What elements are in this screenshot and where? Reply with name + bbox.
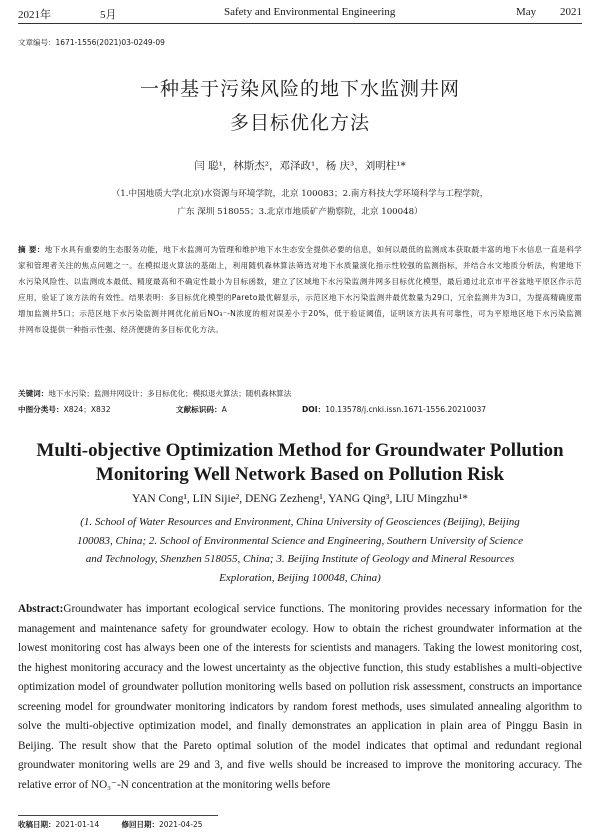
en-affiliation-line-2: 100083, China; 2. School of Environmental Science and Engineering, Southern University of Science: [77, 534, 523, 547]
cn-doi-label: DOI：: [302, 405, 326, 414]
en-affiliation-line-1: (1. School of Water Resources and Environment, China University of Geosciences (Beijing), Beijing: [80, 516, 520, 528]
en-affiliation-line-4: Exploration, Beijing 100048, China): [219, 571, 381, 584]
en-abstract: [18, 600, 582, 795]
en-title-line-1: Multi-objective Optimization Method for Groundwater Pollution: [36, 440, 564, 461]
en-title-line-2: Monitoring Well Network Based on Pollution Risk: [95, 464, 505, 485]
cn-title-line-1: 一种基于污染风险的地下水监测井网: [139, 78, 460, 100]
cn-doc-code: [176, 404, 227, 415]
running-header: [18, 6, 582, 22]
header-month: 5月: [100, 9, 117, 21]
received-label: 收稿日期：: [18, 820, 56, 829]
header-divider: [18, 23, 582, 24]
cn-abstract-label: 摘 要：: [18, 245, 45, 254]
cn-clc-value: X824；X832: [63, 405, 111, 414]
cn-abstract-text: 地下水具有重要的生态服务功能，地下水监测可为管理和维护地下水生态安全提供必要的信息，如何以最低的监测成本获取最丰富的地下水信息一直是科学家和管理者关注的焦点问题之一。在模拟退火算法的基础上，利用随机森林算法筛选对地下水质量演化指示性较强的监测指标，并结合水文地质分析法，构建地下水污染风险性、以监测成本最低、精度最高和不确定性最小为目标函数，建立了区域地下水污染监测井网多目标优化模型，最后通过北京市平谷盆地平原区作示范应用，验证了该方法的有效性。结果表明：多目标优化模型的Pareto最优解显示，示范区地下水污染监测井最优数量为29口，冗余监测井为3口，为提高精确度需增加监测井5口；示范区地下水污染监测井网优化前后NO₃⁻-N浓度的相对误差小于20%，低于验证阈值，证明该方法具有可靠性，可为平原地区地下水污染监测井网布设提供一种指示性强、经济便捷的多目标优化方法。: [18, 245, 582, 334]
cn-keywords: [18, 388, 291, 399]
footnote: [18, 819, 223, 830]
cn-affiliation-line-1: （1.中国地质大学(北京)水资源与环境学院，北京 100083；2.南方科技大学环境科学与工程学院，: [111, 189, 489, 199]
cn-title-line-2: 多目标优化方法: [229, 112, 370, 134]
header-year-en: 2021: [560, 6, 582, 18]
en-abstract-label: Abstract:: [18, 603, 64, 615]
cn-authors: 闫 聪¹，林斯杰²，邓泽政¹，杨 庆³，刘明柱¹*: [194, 160, 406, 172]
header-month-en: May: [516, 6, 537, 18]
en-authors: YAN Cong¹, LIN Sijie², DENG Zezheng¹, YANG Qing³, LIU Mingzhu¹*: [132, 493, 468, 505]
cn-keywords-text: 地下水污染；监测井网设计；多目标优化；模拟退火算法；随机森林算法: [48, 389, 292, 398]
footnote-divider: [18, 815, 218, 816]
header-journal: Safety and Environmental Engineering: [224, 6, 396, 18]
cn-doc-label: 文献标识码：: [176, 405, 222, 414]
cn-affiliation-line-2: 广东 深圳 518055；3.北京市地质矿产勘察院，北京 100048）: [177, 207, 423, 217]
cn-doi-value: 10.13578/j.cnki.issn.1671-1556.20210037: [325, 405, 487, 414]
en-affiliation-line-3: and Technology, Shenzhen 518055, China; 3. Beijing Institute of Geology and Mineral Resources: [85, 553, 515, 565]
cn-doi: [302, 404, 486, 415]
cn-abstract: [18, 242, 582, 338]
cn-doc-value: A: [221, 405, 227, 414]
cn-keywords-label: 关键词：: [18, 389, 49, 398]
cn-clc: [18, 404, 111, 415]
revised-label: 修回日期：: [121, 820, 159, 829]
article-number: 文章编号：1671-1556(2021)03-0249-09: [18, 38, 165, 47]
en-abstract-text: Groundwater has important ecological service functions. The monitoring provides necessary information for the management and maintenance safety for groundwater ecology. How to obtain the richest groundwater information at the lowest monitoring cost has always been one of the interests for scientists and managers. Taking the lowest monitoring cost, the highest monitoring accuracy and the lowest uncertainty as the objective function, this study establishes a multi-objective optimization model of groundwater pollution monitoring wells based on pollution risk assessment, constructs an importance screening model for groundwater monitoring indicators by random forest methods, uses simulated annealing algorithm to solve the multi-objective optimization model, and finally demonstrates an application in plain area of Pinggu Basin in Beijing. The result show that the Pareto optimal solution of the model indicates that optimal and redundant regional groundwater monitoring wells are 29 and 3, and five wells should be increased to improve the monitoring accuracy. The relative error of NO₃⁻-N concentration at the monitoring wells before: [18, 603, 582, 791]
cn-clc-label: 中图分类号：: [18, 405, 64, 414]
received-date: 2021-01-14: [55, 820, 100, 829]
revised-date: 2021-04-25: [158, 820, 203, 829]
header-year: 2021年: [18, 9, 51, 21]
en-affiliation: [24, 513, 576, 587]
